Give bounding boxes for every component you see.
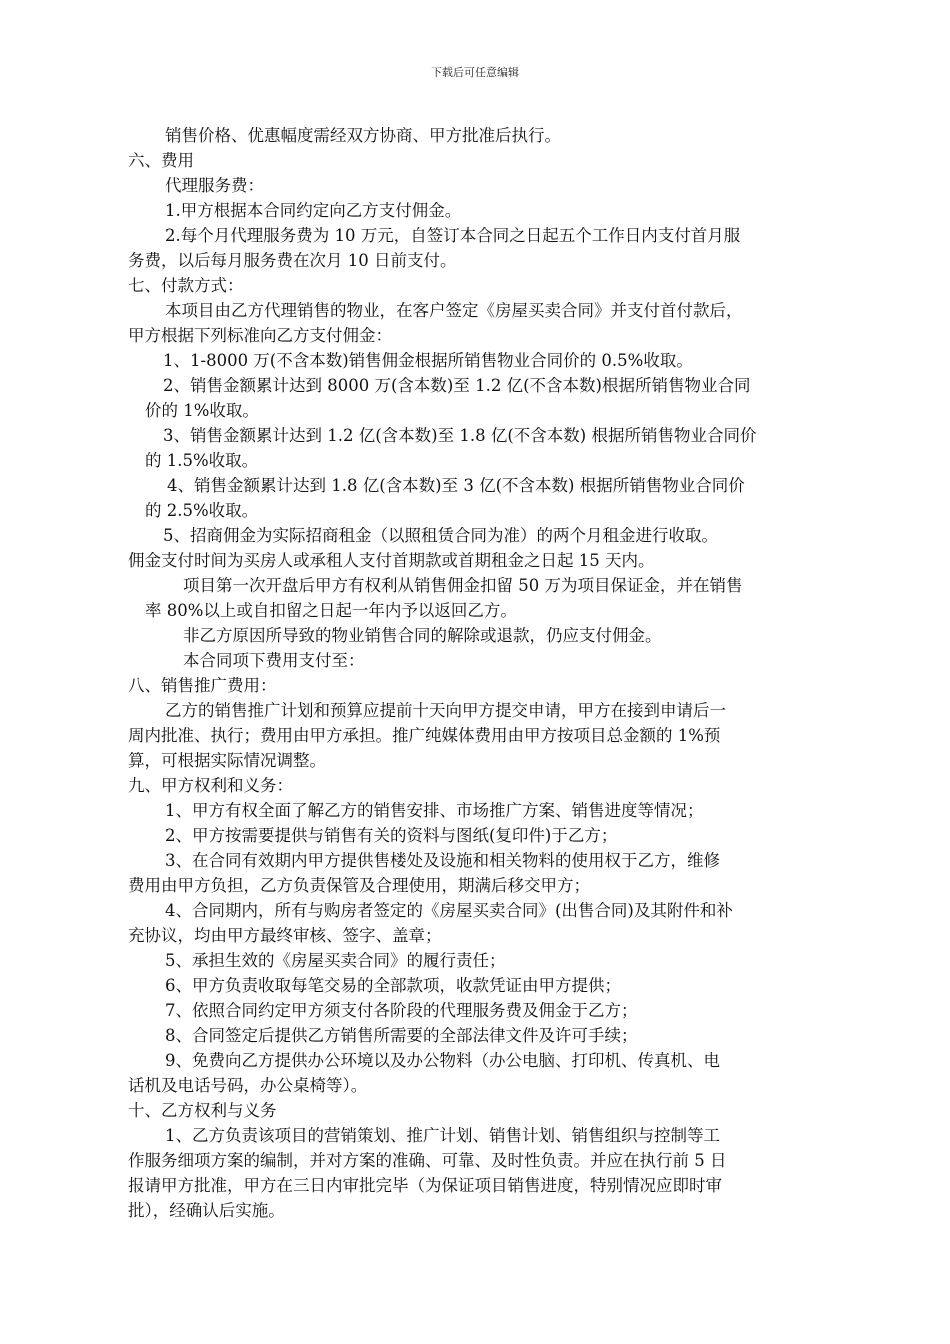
paragraph-line: 3、销售金额累计达到 1.2 亿(含本数)至 1.8 亿(不含本数) 根据所销售物业合同价 (163, 426, 757, 445)
paragraph-line: 代理服务费： (165, 176, 264, 195)
paragraph-line: 7、依照合同约定甲方须支付各阶段的代理服务费及佣金于乙方； (165, 1001, 638, 1020)
paragraph-line: 本合同项下费用支付至： (183, 651, 365, 670)
paragraph-line: 价的 1%收取。 (145, 401, 259, 420)
paragraph-line: 1、甲方有权全面了解乙方的销售安排、市场推广方案、销售进度等情况； (165, 801, 704, 820)
paragraph-line: 的 1.5%收取。 (145, 451, 259, 470)
paragraph-line: 话机及电话号码，办公桌椅等）。 (128, 1076, 368, 1095)
paragraph-line: 充协议，均由甲方最终审核、签字、盖章； (128, 926, 442, 945)
paragraph-line: 3、在合同有效期内甲方提供售楼处及设施和相关物料的使用权于乙方，维修 (165, 851, 720, 870)
paragraph-line: 9、免费向乙方提供办公环境以及办公物料（办公电脑、打印机、传真机、电 (165, 1051, 720, 1070)
paragraph-line: 2、销售金额累计达到 8000 万(含本数)至 1.2 亿(不含本数)根据所销售物业合同 (163, 376, 751, 395)
paragraph-line: 5、承担生效的《房屋买卖合同》的履行责任； (165, 951, 506, 970)
paragraph-line: 1、乙方负责该项目的营销策划、推广计划、销售计划、销售组织与控制等工 (165, 1126, 720, 1145)
paragraph-line: 费用由甲方负担，乙方负责保管及合理使用，期满后移交甲方； (128, 876, 590, 895)
paragraph-line: 5、招商佣金为实际招商租金（以照租赁合同为准）的两个月租金进行收取。 (163, 526, 718, 545)
paragraph-line: 周内批准、执行；费用由甲方承担。推广纯媒体费用由甲方按项目总金额的 1%预 (128, 726, 721, 745)
paragraph-line: 批），经确认后实施。 (128, 1201, 285, 1220)
paragraph-line: 佣金支付时间为买房人或承租人支付首期款或首期租金之日起 15 天内。 (128, 551, 655, 570)
section-heading: 七、付款方式： (128, 276, 244, 295)
paragraph-line: 甲方根据下列标准向乙方支付佣金： (128, 326, 392, 345)
paragraph-line: 1.甲方根据本合同约定向乙方支付佣金。 (165, 201, 462, 220)
section-heading: 八、销售推广费用： (128, 676, 277, 695)
paragraph-line: 项目第一次开盘后甲方有权利从销售佣金扣留 50 万为项目保证金，并在销售 (183, 576, 743, 595)
section-heading: 十、乙方权利与义务 (128, 1101, 277, 1120)
section-heading: 九、甲方权利和义务： (128, 776, 293, 795)
paragraph-line: 乙方的销售推广计划和预算应提前十天向甲方提交申请，甲方在接到申请后一 (165, 701, 726, 720)
paragraph-line: 4、销售金额累计达到 1.8 亿(含本数)至 3 亿(不含本数) 根据所销售物业合同价 (167, 476, 745, 495)
paragraph-line: 8、合同签定后提供乙方销售所需要的全部法律文件及许可手续； (165, 1026, 638, 1045)
paragraph-line: 率 80%以上或自扣留之日起一年内予以返回乙方。 (145, 601, 517, 620)
paragraph-line: 务费，以后每月服务费在次月 10 日前支付。 (128, 251, 457, 270)
paragraph-line: 销售价格、优惠幅度需经双方协商、甲方批准后执行。 (165, 126, 561, 145)
paragraph-line: 算，可根据实际情况调整。 (128, 751, 326, 770)
page-header: 下载后可任意编辑 (431, 66, 519, 79)
paragraph-line: 2.每个月代理服务费为 10 万元，自签订本合同之日起五个工作日内支付首月服 (165, 226, 741, 245)
paragraph-line: 1、1-8000 万(不含本数)销售佣金根据所销售物业合同价的 0.5%收取。 (163, 351, 693, 370)
paragraph-line: 报请甲方批准，甲方在三日内审批完毕（为保证项目销售进度，特别情况应即时审 (128, 1176, 722, 1195)
paragraph-line: 6、甲方负责收取每笔交易的全部款项，收款凭证由甲方提供； (165, 976, 621, 995)
paragraph-line: 4、合同期内，所有与购房者签定的《房屋买卖合同》(出售合同)及其附件和补 (165, 901, 733, 920)
paragraph-line: 2、甲方按需要提供与销售有关的资料与图纸(复印件)于乙方； (165, 826, 618, 845)
section-heading: 六、费用 (128, 151, 194, 170)
paragraph-line: 的 2.5%收取。 (145, 501, 259, 520)
paragraph-line: 本项目由乙方代理销售的物业，在客户签定《房屋买卖合同》并支付首付款后， (165, 301, 743, 320)
paragraph-line: 非乙方原因所导致的物业销售合同的解除或退款，仍应支付佣金。 (183, 626, 662, 645)
paragraph-line: 作服务细项方案的编制，并对方案的准确、可靠、及时性负责。并应在执行前 5 日 (128, 1151, 727, 1170)
